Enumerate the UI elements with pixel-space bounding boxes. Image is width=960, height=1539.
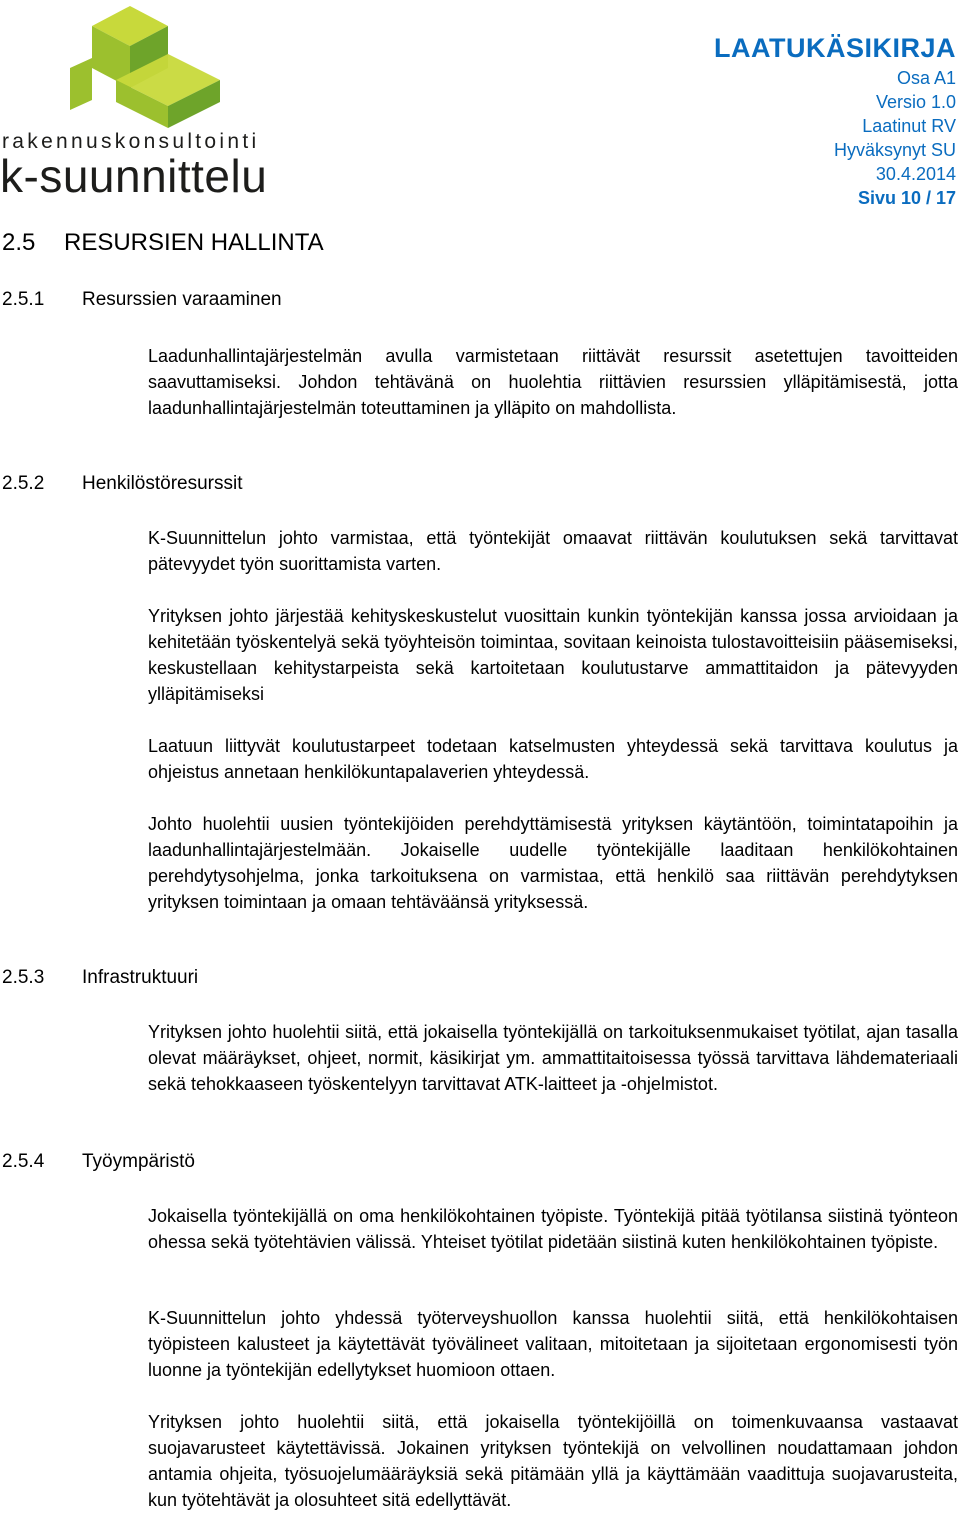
section-title: RESURSIEN HALLINTA bbox=[64, 229, 324, 256]
logo-subtitle: rakennuskonsultointi bbox=[2, 130, 260, 153]
body-paragraph: Yrityksen johto huolehtii siitä, että jokaisella työntekijöillä on toimenkuvaansa vastaavat suojavarusteet käytettävissä. Jokainen yrityksen työntekijä on velvollinen noudattamaan johdon antamia ohjeita, työsuojelumääräyksiä sekä pitämään yllä ja käyttämään vaadittuja suojavarusteita, kun työtehtävät ja olosuhteet sitä edellyttävät. bbox=[148, 1412, 958, 1510]
subsection-number: 2.5.2 bbox=[2, 473, 45, 494]
body-paragraph: Johto huolehtii uusien työntekijöiden perehdyttämisestä yrityksen käytäntöön, toimintatapoihin ja laadunhallintajärjestelmään. Jokaiselle uudelle työntekijälle laaditaan henkilökohtainen perehdytysohjelma, jonka tarkoituksena on varmistaa, että henkilö saa riittävän perehdytyksen yrityksen toimintaan ja omaan tehtäväänsä yrityksessä. bbox=[148, 814, 958, 912]
subsection-number: 2.5.1 bbox=[2, 289, 45, 310]
subsection-title: Resurssien varaaminen bbox=[82, 289, 282, 310]
subsection-heading bbox=[2, 289, 282, 311]
document-author: Laatinut RV bbox=[862, 116, 956, 136]
body-paragraph: Yrityksen johto huolehtii siitä, että jokaisella työntekijällä on tarkoituksenmukaiset työtilat, ajan tasalla olevat määräykset, ohjeet, normit, käsikirjat ym. ammattitaitoisessa työssä tarvittava lähdemateriaali sekä tehokkaaseen työskentelyyn tarvittavat ATK-laitteet ja -ohjelmistot. bbox=[148, 1022, 958, 1094]
body-paragraph: K-Suunnittelun johto yhdessä työterveyshuollon kanssa huolehtii siitä, että henkilökohtaisen työpisteen kalusteet ja käytettävät työvälineet valitaan, mitoitetaan ja sijoitetaan ergonomisesti työn luonne ja työntekijän edellytykset huomioon ottaen. bbox=[148, 1308, 958, 1380]
subsection-heading bbox=[2, 967, 198, 989]
body-paragraph: Laadunhallintajärjestelmän avulla varmistetaan riittävät resurssit asetettujen tavoitteiden saavuttamiseksi. Johdon tehtävänä on huolehtia riittävien resurssien ylläpitämisestä, jotta laadunhallintajärjestelmän toteuttaminen ja ylläpito on mahdollista. bbox=[148, 346, 958, 418]
subsection-title: Infrastruktuuri bbox=[82, 967, 199, 988]
document-header bbox=[714, 30, 956, 210]
subsection-title: Työympäristö bbox=[82, 1151, 195, 1172]
subsection-heading bbox=[2, 473, 243, 495]
document-version: Versio 1.0 bbox=[875, 92, 956, 112]
subsection-title: Henkilöstöresurssit bbox=[82, 473, 243, 494]
body-paragraph: Laatuun liittyvät koulutustarpeet todetaan katselmusten yhteydessä sekä tarvittava koulutus ja ohjeistus annetaan henkilökuntapalaverien yhteydessä. bbox=[148, 736, 958, 782]
document-title: LAATUKÄSIKIRJA bbox=[714, 33, 956, 63]
subsection-number: 2.5.3 bbox=[2, 967, 45, 988]
section-heading bbox=[2, 229, 324, 257]
subsection-heading bbox=[2, 1151, 195, 1173]
document-date: 30.4.2014 bbox=[875, 164, 956, 184]
document-approver: Hyväksynyt SU bbox=[833, 140, 956, 160]
document-section: Osa A1 bbox=[896, 68, 956, 88]
logo-cube-small-left bbox=[70, 58, 92, 110]
company-logo-icon bbox=[70, 6, 240, 128]
body-paragraph: Jokaisella työntekijällä on oma henkilökohtainen työpiste. Työntekijä pitää työtilansa siistinä työnteon ohessa sekä työtehtävien välissä. Yhteiset työtilat pidetään siistinä kuten henkilökohtainen työpiste. bbox=[148, 1206, 958, 1252]
page-number: Sivu 10 / 17 bbox=[857, 188, 956, 208]
logo-name: k-suunnittelu bbox=[0, 150, 268, 202]
body-paragraph: K-Suunnittelun johto varmistaa, että työntekijät omaavat riittävän koulutuksen sekä tarvittavat pätevyydet työn suorittamista varten. bbox=[148, 528, 958, 574]
section-number: 2.5 bbox=[2, 229, 36, 256]
body-paragraph: Yrityksen johto järjestää kehityskeskustelut vuosittain kunkin työntekijän kanssa jossa arvioidaan ja kehitetään työskentelyä sekä työyhteisön toimintaa, sovitaan keinoista tulostavoitteisiin pääsemiseksi, keskustellaan kehitystarpeista sekä kartoitetaan koulutustarve ammattitaidon ja pätevyyden ylläpitämiseksi bbox=[148, 606, 958, 704]
subsection-number: 2.5.4 bbox=[2, 1151, 45, 1172]
